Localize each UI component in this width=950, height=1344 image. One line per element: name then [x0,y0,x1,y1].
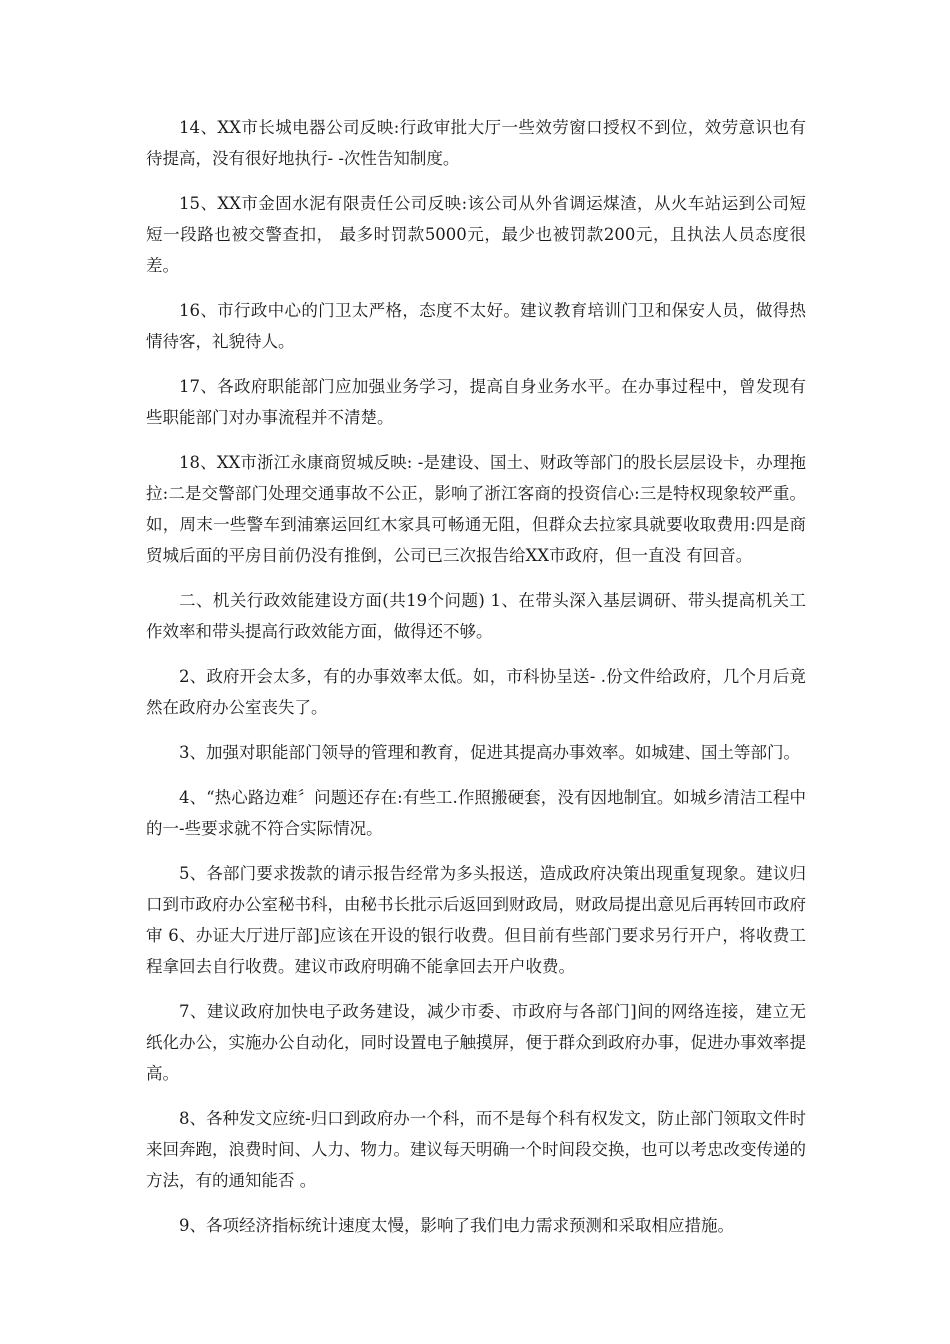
paragraph-17: 17、各政府职能部门应加强业务学习，提高自身业务水平。在办事过程中，曾发现有些职能部门对办事流程并不清楚。 [146,377,806,427]
paragraph-5-6: 5、各部门要求拨款的请示报告经常为多头报送，造成政府决策出现重复现象。建议归口到市政府办公室秘书科，由秘书长批示后返回到财政局，财政局提出意见后再转回市政府审 6、办证大厅进厅部]应该在开设的银行收费。但目前有些部门要求另行开户，将收费工程拿回去自行收费。建议市政府明确不能拿回去开户收费。 [146,864,806,976]
paragraph-16: 16、市行政中心的门卫太严格，态度不太好。建议教育培训门卫和保安人员，做得热情待客，礼貌待人。 [146,301,806,351]
paragraph-18: 18、XX市浙江永康商贸城反映: -是建设、国土、财政等部门的股长层层设卡，办理拖拉:二是交警部门处理交通事故不公正，影响了浙江客商的投资信心:三是特权现象较严重。如，周末一些警车到浦寨运回红木家具可畅通无阻，但群众去拉家具就要收取费用:四是商贸城后面的平房目前仍没有推倒，公司已三次报告给XX市政府，但一直没 有回音。 [146,453,806,565]
paragraph-15: 15、XX市金固水泥有限责任公司反映:该公司从外省调运煤渣，从火车站运到公司短短一段路也被交警查扣， 最多时罚款5000元，最少也被罚款200元，且执法人员态度很差。 [146,194,806,275]
paragraph-8: 8、各种发文应统-归口到政府办一个科，而不是每个科有权发文，防止部门领取文件时来回奔跑，浪费时间、人力、物力。建议每天明确一个时间段交换，也可以考忠改变传递的方法，有的通知能否 。 [146,1109,806,1190]
paragraph-3: 3、加强对职能部门领导的管理和教育，促进其提高办事效率。如城建、国土等部门。 [179,743,800,762]
document-body [146,112,806,1255]
paragraph-7: 7、建议政府加快电子政务建设，减少市委、市政府与各部门]间的网络连接，建立无纸化办公，实施办公自动化，同时设置电子触摸屏，便于群众到政府办事，促进办事效率提高。 [146,1002,806,1083]
section-2-heading-paragraph: 二、机关行政效能建设方面(共19个问题) 1、在带头深入基层调研、带头提高机关工作效率和带头提高行政效能方面，做得还不够。 [146,591,806,641]
paragraph-4: 4、“热心路边难〞问题还存在:有些工.作照搬硬套，没有因地制宜。如城乡清洁工程中的一-些要求就不符合实际情况。 [146,788,806,838]
paragraph-14: 14、XX市长城电器公司反映:行政审批大厅一些效劳窗口授权不到位，效劳意识也有待提高，没有很好地执行- -次性告知制度。 [146,118,806,168]
paragraph-9: 9、各项经济指标统计速度太慢，影响了我们电力需求预测和采取相应措施。 [179,1216,734,1235]
paragraph-2: 2、政府开会太多，有的办事效率太低。如，市科协呈送- .份文件给政府，几个月后竟然在政府办公室丧失了。 [146,667,806,717]
